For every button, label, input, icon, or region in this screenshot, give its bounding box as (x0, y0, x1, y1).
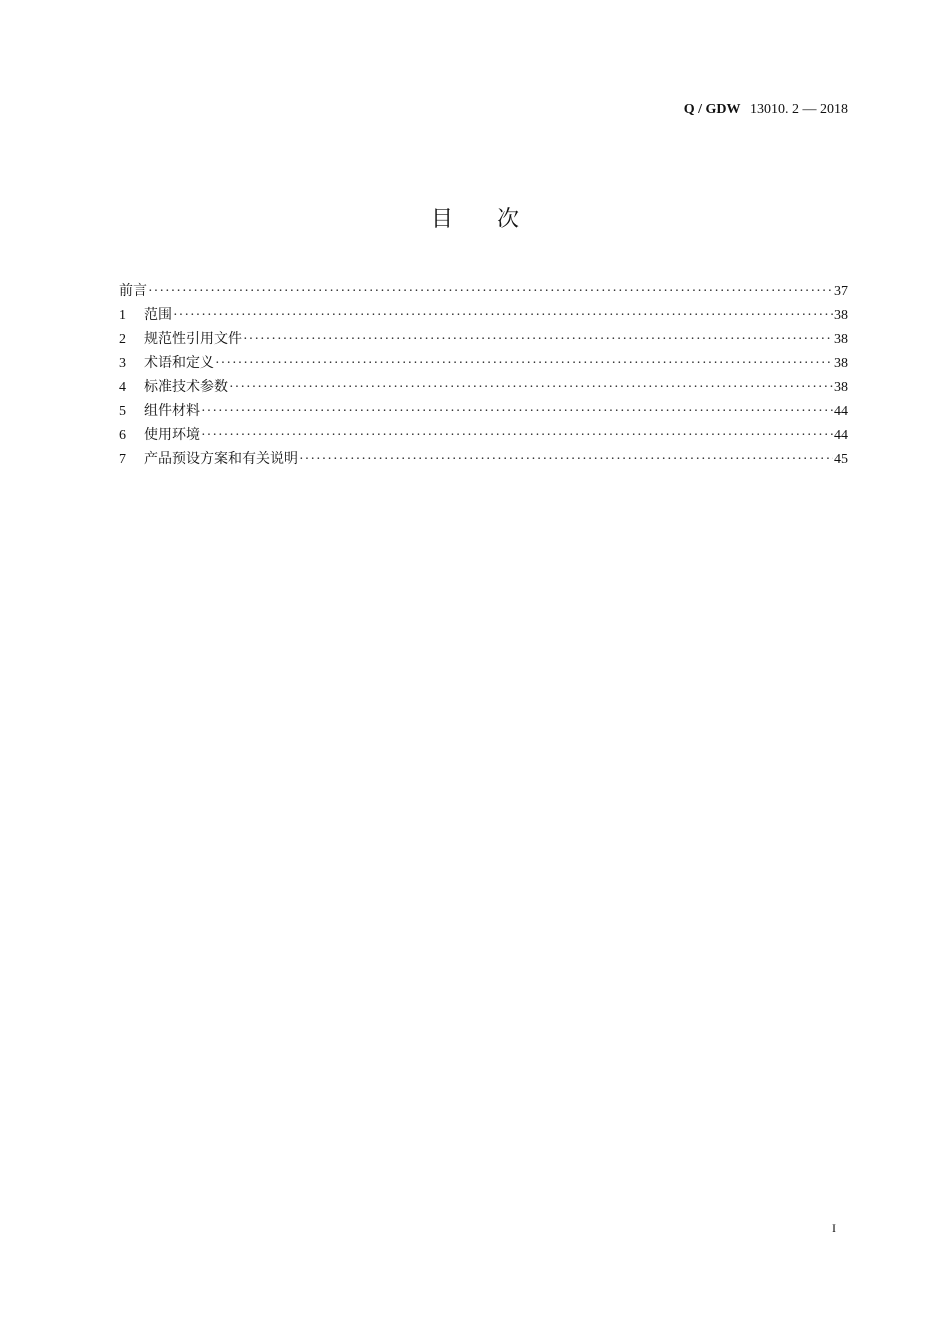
standard-code: Q / GDW (683, 102, 741, 117)
toc-entry-page: 37 (834, 284, 848, 299)
toc-entry-number: 3 (119, 356, 126, 371)
toc-entry-environment[interactable] (119, 424, 848, 448)
toc-entry-technical-parameters[interactable] (119, 376, 848, 400)
toc-entry-number: 1 (119, 308, 126, 323)
toc-entry-label: 标准技术参数 (144, 379, 228, 395)
toc-dot-leader (201, 428, 833, 444)
toc-entry-component-materials[interactable] (119, 400, 848, 424)
toc-entry-label: 组件材料 (144, 403, 200, 419)
page-title: 目次 (430, 207, 563, 232)
toc-dot-leader (201, 404, 833, 420)
toc-entry-number: 4 (119, 380, 126, 395)
toc-entry-normative-references[interactable] (119, 328, 848, 352)
toc-entry-label: 产品预设方案和有关说明 (144, 451, 298, 467)
toc-entry-page: 38 (834, 380, 848, 395)
toc-entry-page: 38 (834, 332, 848, 347)
toc-entry-page: 44 (834, 428, 848, 443)
toc-entry-number: 6 (119, 428, 126, 443)
toc-entry-label: 前言 (119, 283, 147, 299)
toc-entry-terms-definitions[interactable] (119, 352, 848, 376)
toc-entry-scope[interactable] (119, 304, 848, 328)
toc-entry-number: 7 (119, 452, 126, 467)
document-header (684, 102, 848, 118)
toc-entry-label: 规范性引用文件 (144, 331, 242, 347)
toc-entry-number: 2 (119, 332, 126, 347)
toc-entry-label: 范围 (144, 307, 172, 323)
toc-entry-page: 44 (834, 404, 848, 419)
toc-dot-leader (299, 452, 833, 468)
toc-entry-page: 38 (834, 356, 848, 371)
toc-entry-foreword[interactable] (119, 280, 848, 304)
toc-entry-page: 38 (834, 308, 848, 323)
toc-entry-label: 术语和定义 (144, 355, 214, 371)
toc-dot-leader (148, 284, 833, 300)
toc-entry-preset-schemes[interactable] (119, 448, 848, 472)
page-number: I (832, 1221, 836, 1235)
toc-entry-number: 5 (119, 404, 126, 419)
toc-dot-leader (243, 332, 833, 348)
standard-number: 13010. 2 — 2018 (750, 102, 848, 117)
table-of-contents (119, 280, 848, 472)
toc-dot-leader (215, 356, 833, 372)
toc-dot-leader (173, 308, 833, 324)
toc-dot-leader (229, 380, 833, 396)
toc-entry-page: 45 (834, 452, 848, 467)
toc-entry-label: 使用环境 (144, 427, 200, 443)
